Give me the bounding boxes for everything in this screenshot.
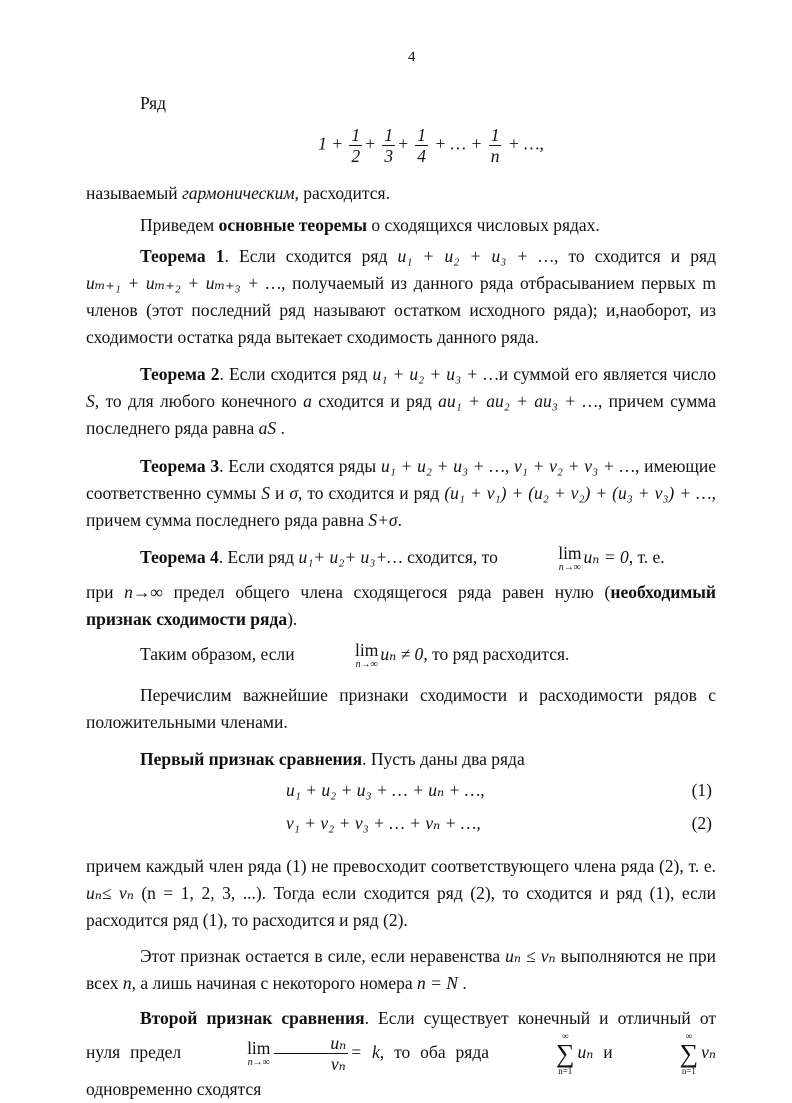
page-number: 4 — [408, 49, 416, 65]
paragraph-harmonic: называемый гармоническим, расходится. — [86, 183, 390, 204]
paragraph-thus: Таким образом, если lim n→∞ uₙ ≠ 0, то ряд расходится. — [140, 640, 570, 670]
paragraph-limit: при n→∞ предел общего члена сходящегося ряда равен нулю (необходимый признак сходимости ряда). — [86, 581, 716, 629]
fraction: $\frac{1}{3}$ — [384, 125, 394, 167]
equation-1-expr: u₁ + u₂ + u₃ + … + uₙ + …, — [286, 779, 485, 800]
criterion-1-label: Первый признак сравнения — [140, 748, 363, 769]
theorem-3-label: Теорема 3 — [140, 455, 220, 476]
sum-operator: ∞ ∑ n=1 — [555, 1030, 575, 1076]
fraction: $\frac{\text{uₙ}}{\text{vₙ}}$ — [274, 1033, 348, 1074]
theorem-3: Теорема 3. Если сходятся ряды u₁ + u₂ + u₃ + …, v₁ + v₂ + v₃ + …, имеющие соответственно суммы S и σ, то сходится и ряд (u₁ + v₁) + (u₂ + v₂) + (u₃ + v₃) + …, причем сумма последнего ряда равна S+σ. — [86, 455, 717, 530]
page-content — [86, 86, 716, 1103]
paragraph-list: Перечислим важнейшие признаки сходимости и расходимости рядов с положительными членами. — [86, 684, 716, 732]
sum-operator: ∞ ∑ n=1 — [679, 1030, 699, 1076]
fraction: $\frac{1}{4}$ — [417, 125, 426, 167]
equation-2-number: (2) — [691, 813, 712, 834]
harmonic-end: + …, — [507, 133, 544, 154]
theorem-4-label: Теорема 4 — [140, 546, 219, 567]
theorem-4: Теорема 4. Если ряд u₁+ u₂+ u₃+… сходится, то lim n→∞ uₙ = 0, т. е. — [140, 543, 665, 573]
harmonic-lead: 1 + — [318, 133, 343, 154]
theorem-2: Теорема 2. Если сходится ряд u₁ + u₂ + u₃ + …и суммой его является число S, то для любого конечного a сходится и ряд au₁ + au₂ + au₃ + …, причем сумма последнего ряда равна aS . — [86, 364, 716, 439]
criterion-2-label: Второй признак сравнения — [140, 1007, 365, 1028]
term-necessary-condition: необходимый признак сходимости ряда — [86, 581, 716, 629]
equation-2 — [86, 810, 716, 837]
paragraph-criterion-1: причем каждый член ряда (1) не превосходит соответствующего члена ряда (2), т. е. uₙ≤ vₙ (n = 1, 2, 3, ...). Тогда если сходится ряд (2), то сходится и ряд (1), если расходится ряд (1), то расходится и ряд (2). — [86, 856, 717, 931]
fraction: $\frac{1}{n}$ — [490, 125, 500, 167]
equation-1 — [86, 777, 716, 804]
harmonic-tail: + … + — [434, 133, 483, 154]
theorem-2-label: Теорема 2 — [140, 364, 220, 385]
limit-operator: lim n→∞ — [558, 543, 582, 573]
term-main-theorems: основные теоремы — [218, 214, 368, 235]
equation-1-number: (1) — [691, 779, 712, 800]
paragraph-intro: Приведем основные теоремы о сходящихся числовых рядах. — [140, 214, 600, 235]
harmonic-series-formula: 1 + $\frac{1}{2}$ + $\frac{1}{3}$ + $\frac{1}{4}$ + … + $\frac{1}{n}$ + …, — [318, 125, 544, 167]
paragraph-remain: Этот признак остается в силе, если неравенства uₙ ≤ vₙ выполняются не при всех n, а лишь начиная с некоторого номера n = N . — [86, 945, 716, 993]
theorem-1: Теорема 1. Если сходится ряд u₁ + u₂ + u₃ + …, то сходится и ряд uₘ₊₁ + uₘ₊₂ + uₘ₊₃ + …, получаемый из данного ряда отбрасыванием первых m членов (этот последний ряд называют остатком исходного ряда); и,наоборот, из сходимости остатка ряда вытекает сходимость данного ряда. — [86, 245, 716, 347]
criterion-2: Второй признак сравнения. Если существует конечный и отличный от нуля предел lim n→∞ $\frac{\text{uₙ}}{\text{vₙ}}$ = k, то оба ряда ∞ ∑ n=1 uₙ и ∞ ∑ n=1 vₙ одновременно сходятся — [86, 1007, 717, 1099]
limit-operator: lim n→∞ — [247, 1038, 271, 1068]
intro-label: Ряд — [140, 93, 167, 113]
equation-2-expr: v₁ + v₂ + v₃ + … + vₙ + …, — [286, 813, 481, 834]
term-harmonic: гармоническим, — [181, 183, 299, 204]
limit-operator: lim n→∞ — [355, 640, 379, 670]
fraction: $\frac{1}{2}$ — [351, 125, 361, 167]
theorem-1-label: Теорема 1 — [140, 245, 225, 266]
criterion-1-heading: Первый признак сравнения. Пусть даны два ряда — [140, 748, 525, 769]
